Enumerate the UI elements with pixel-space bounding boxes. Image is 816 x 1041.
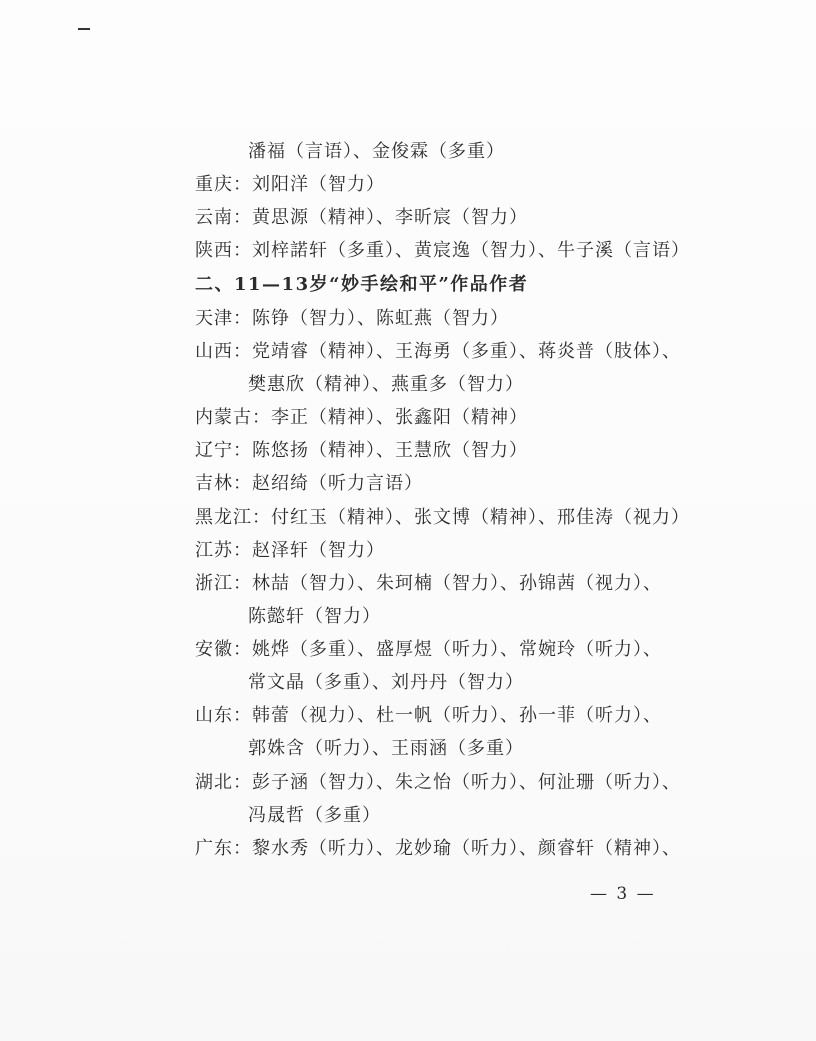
text-line: 湖北：彭子涵（智力）、朱之怡（听力）、何沚珊（听力）、 (195, 772, 681, 793)
page-number: — 3 — (590, 884, 656, 904)
text-line: 安徽：姚烨（多重）、盛厚煜（听力）、常婉玲（听力）、 (195, 639, 662, 660)
text-line: 重庆：刘阳洋（智力） (195, 174, 385, 195)
text-line: 常文晶（多重）、刘丹丹（智力） (248, 672, 524, 693)
text-line: 内蒙古：李正（精神）、张鑫阳（精神） (195, 407, 528, 428)
corner-mark (78, 28, 90, 30)
text-line: 浙江：林喆（智力）、朱珂楠（智力）、孙锦茜（视力）、 (195, 573, 662, 594)
text-line: 樊惠欣（精神）、燕重多（智力） (248, 374, 524, 395)
text-line: 云南：黄思源（精神）、李昕宸（智力） (195, 207, 528, 228)
text-line: 黑龙江：付红玉（精神）、张文博（精神）、邢佳涛（视力） (195, 507, 690, 528)
text-line: 天津：陈铮（智力）、陈虹燕（智力） (195, 308, 509, 329)
text-line: 陈懿轩（智力） (248, 606, 381, 627)
text-line: 冯晟哲（多重） (248, 805, 381, 826)
text-line: 吉林：赵绍绮（听力言语） (195, 473, 423, 494)
text-line: 广东：黎水秀（听力）、龙妙瑜（听力）、颜睿轩（精神）、 (195, 838, 681, 859)
text-line: 江苏：赵泽轩（智力） (195, 540, 385, 561)
text-line: 郭姝含（听力）、王雨涵（多重） (248, 738, 524, 759)
section-heading: 二、11—13岁“妙手绘和平”作品作者 (195, 274, 529, 295)
text-line: 山西：党靖睿（精神）、王海勇（多重）、蒋炎普（肢体）、 (195, 341, 681, 362)
text-line: 辽宁：陈悠扬（精神）、王慧欣（智力） (195, 440, 528, 461)
text-line: 潘福（言语）、金俊霖（多重） (248, 141, 505, 162)
text-line: 陕西：刘梓諾轩（多重）、黄宸逸（智力）、牛子溪（言语） (195, 240, 690, 261)
text-line: 山东：韩蕾（视力）、杜一帆（听力）、孙一菲（听力）、 (195, 705, 662, 726)
